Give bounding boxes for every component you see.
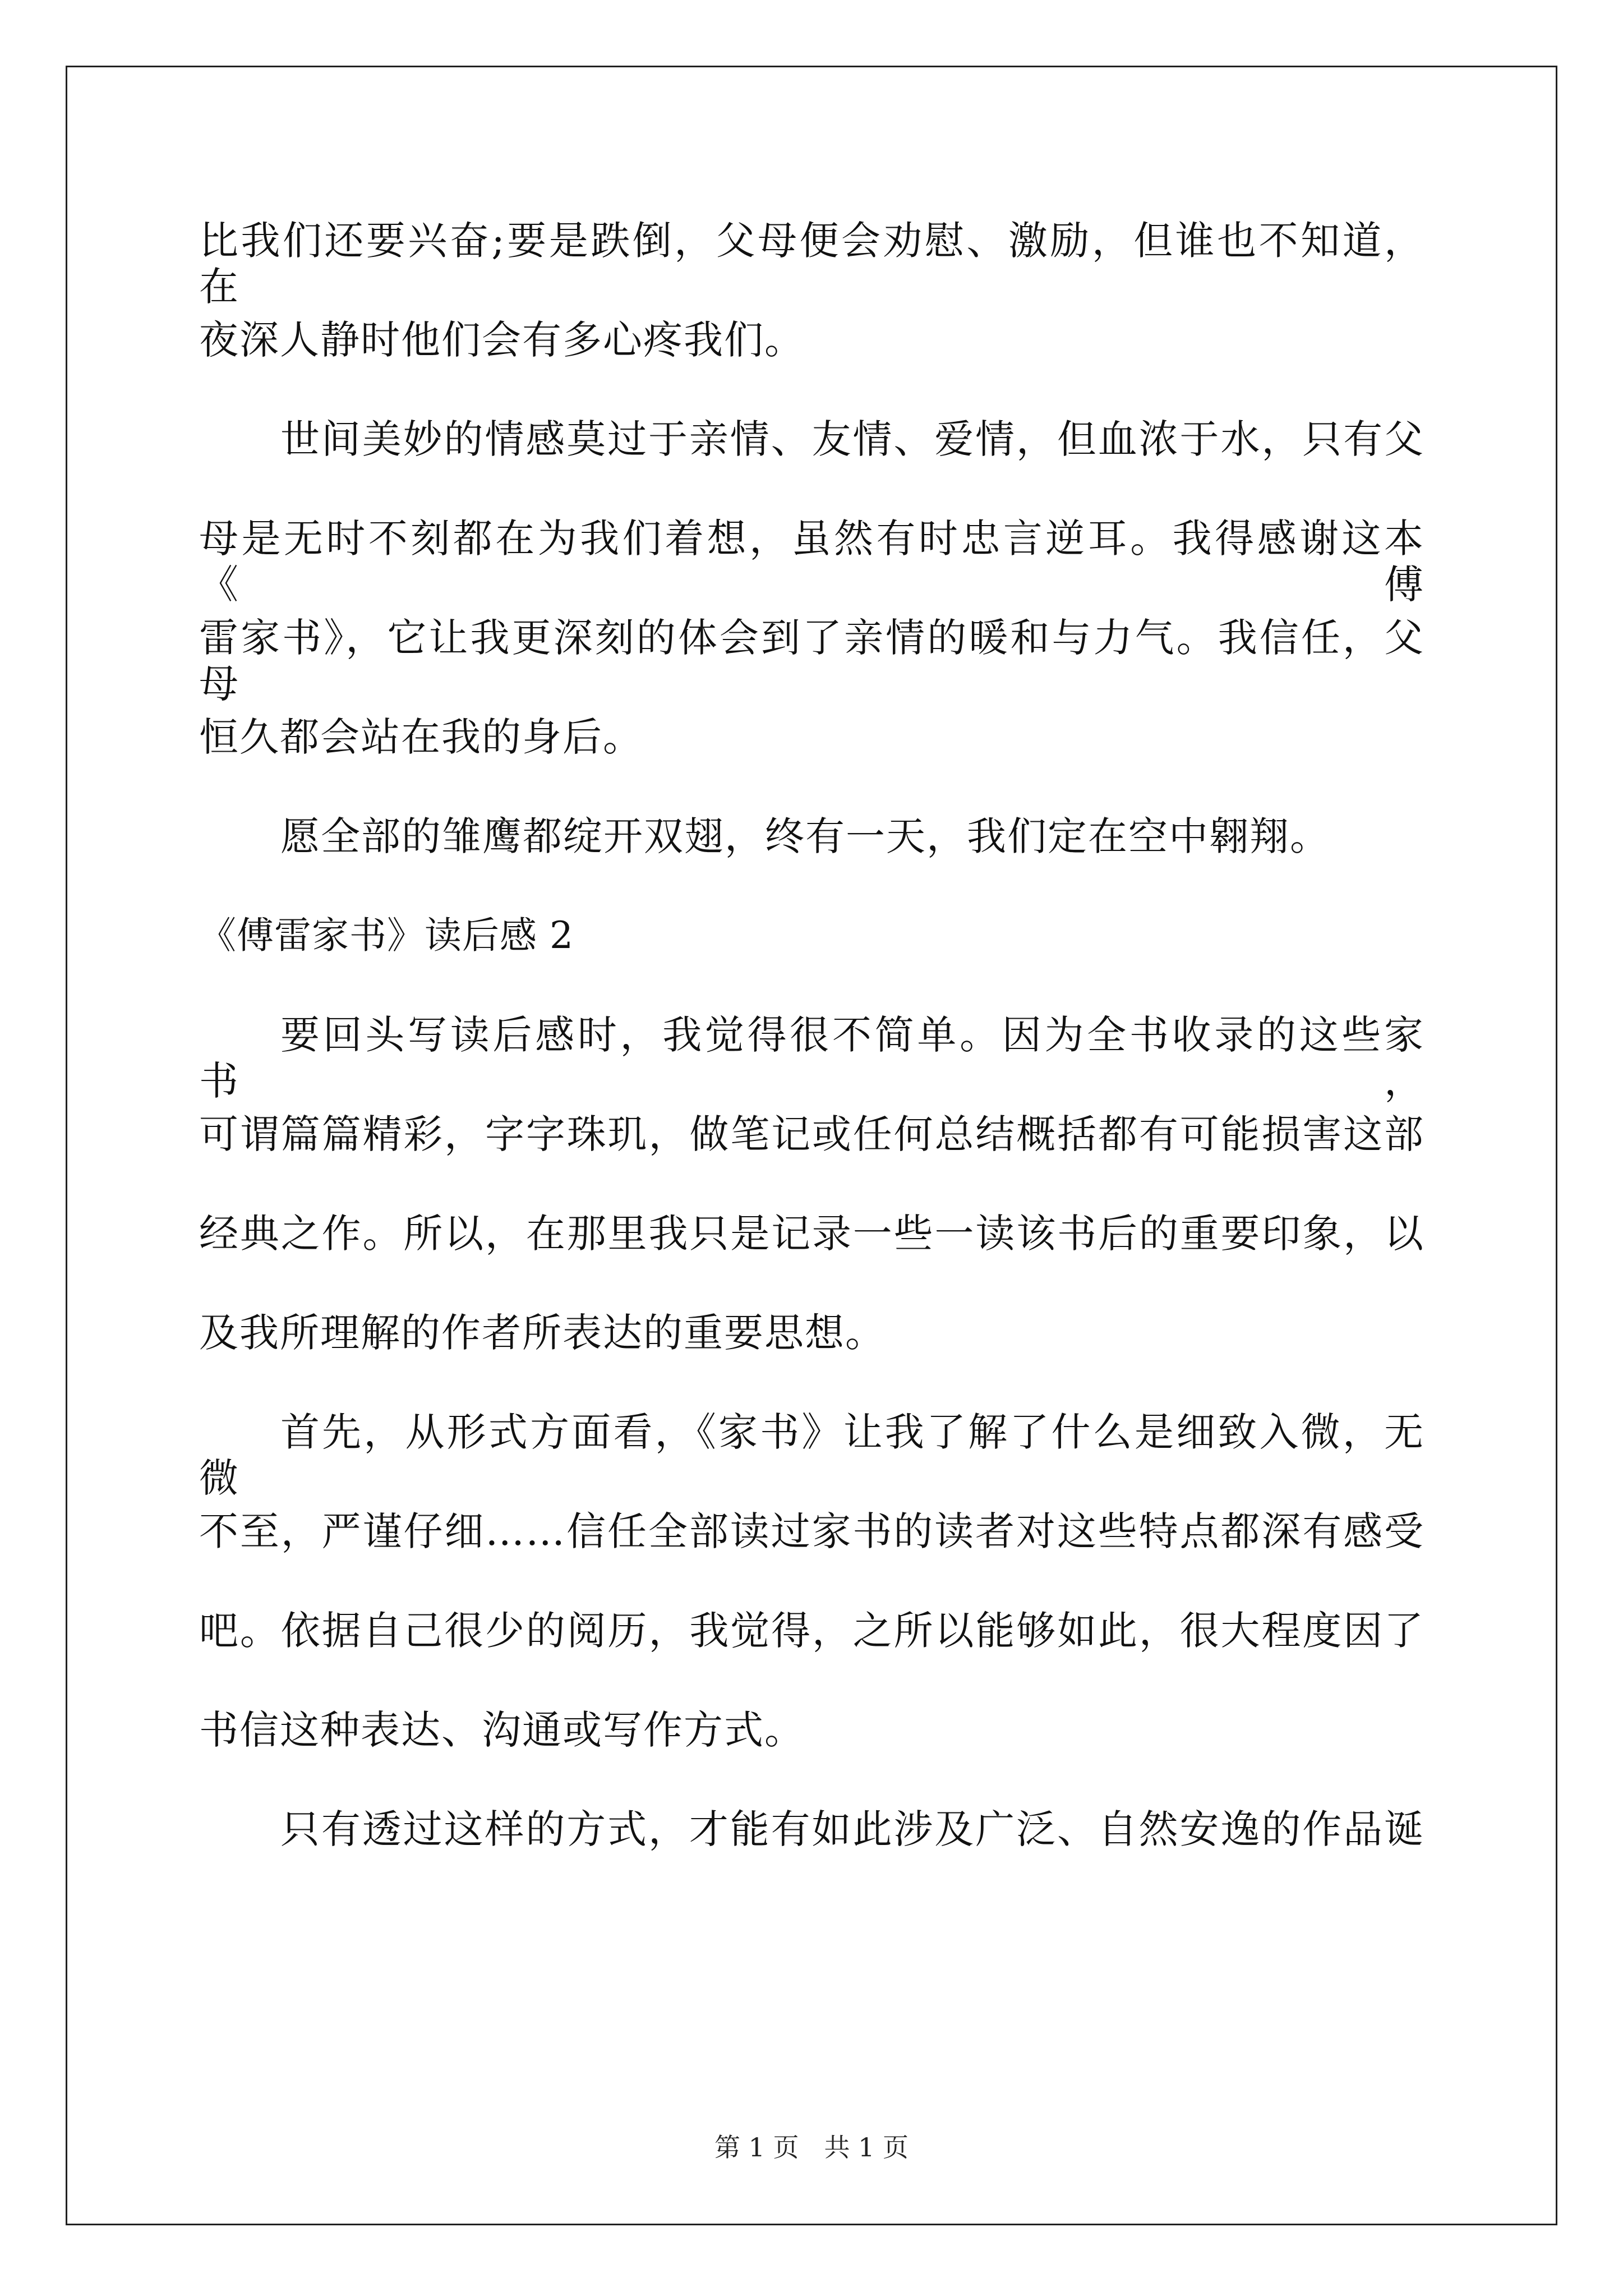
text-line-5: 雷家书》，它让我更深刻的体会到了亲情的暖和与力气。我信任，父母: [199, 615, 1424, 707]
text-line-1: 比我们还要兴奋;要是跌倒，父母便会劝慰、激励，但谁也不知道，在: [199, 218, 1424, 310]
text-line-10: 可谓篇篇精彩，字字珠玑，做笔记或任何总结概括都有可能损害这部: [199, 1111, 1424, 1157]
text-line-14: 不至，严谨仔细……信任全部读过家书的读者对这些特点都深有感受: [199, 1508, 1424, 1554]
text-line-15: 吧。依据自己很少的阅历，我觉得，之所以能够如此，很大程度因了: [199, 1608, 1424, 1654]
text-line-12: 及我所理解的作者所表达的重要思想。: [199, 1310, 886, 1356]
page-total: 共 1 页: [824, 2132, 909, 2162]
page-footer: [0, 2132, 1623, 2163]
text-line-7: 愿全部的雏鹰都绽开双翅，终有一天，我们定在空中翱翔。: [280, 813, 1330, 859]
text-line-11: 经典之作。所以，在那里我只是记录一些一读该书后的重要印象，以: [199, 1211, 1424, 1257]
document-body: [199, 218, 1424, 1906]
text-line-13: 首先，从形式方面看，《家书》让我了解了什么是细致入微，无微: [199, 1409, 1424, 1501]
page-number: 第 1 页: [714, 2132, 799, 2162]
text-line-17: 只有透过这样的方式，才能有如此涉及广泛、自然安逸的作品诞: [280, 1806, 1424, 1852]
section-heading: 《傅雷家书》读后感 2: [199, 914, 574, 957]
text-line-6: 恒久都会站在我的身后。: [199, 714, 643, 760]
text-line-4: 母是无时不刻都在为我们着想，虽然有时忠言逆耳。我得感谢这本《傅: [199, 516, 1424, 608]
text-line-9: 要回头写读后感时，我觉得很不简单。因为全书收录的这些家书，: [199, 1012, 1424, 1104]
text-line-3: 世间美妙的情感莫过于亲情、友情、爱情，但血浓于水，只有父: [280, 416, 1424, 462]
text-line-16: 书信这种表达、沟通或写作方式。: [199, 1707, 805, 1753]
text-line-2: 夜深人静时他们会有多心疼我们。: [199, 317, 805, 363]
